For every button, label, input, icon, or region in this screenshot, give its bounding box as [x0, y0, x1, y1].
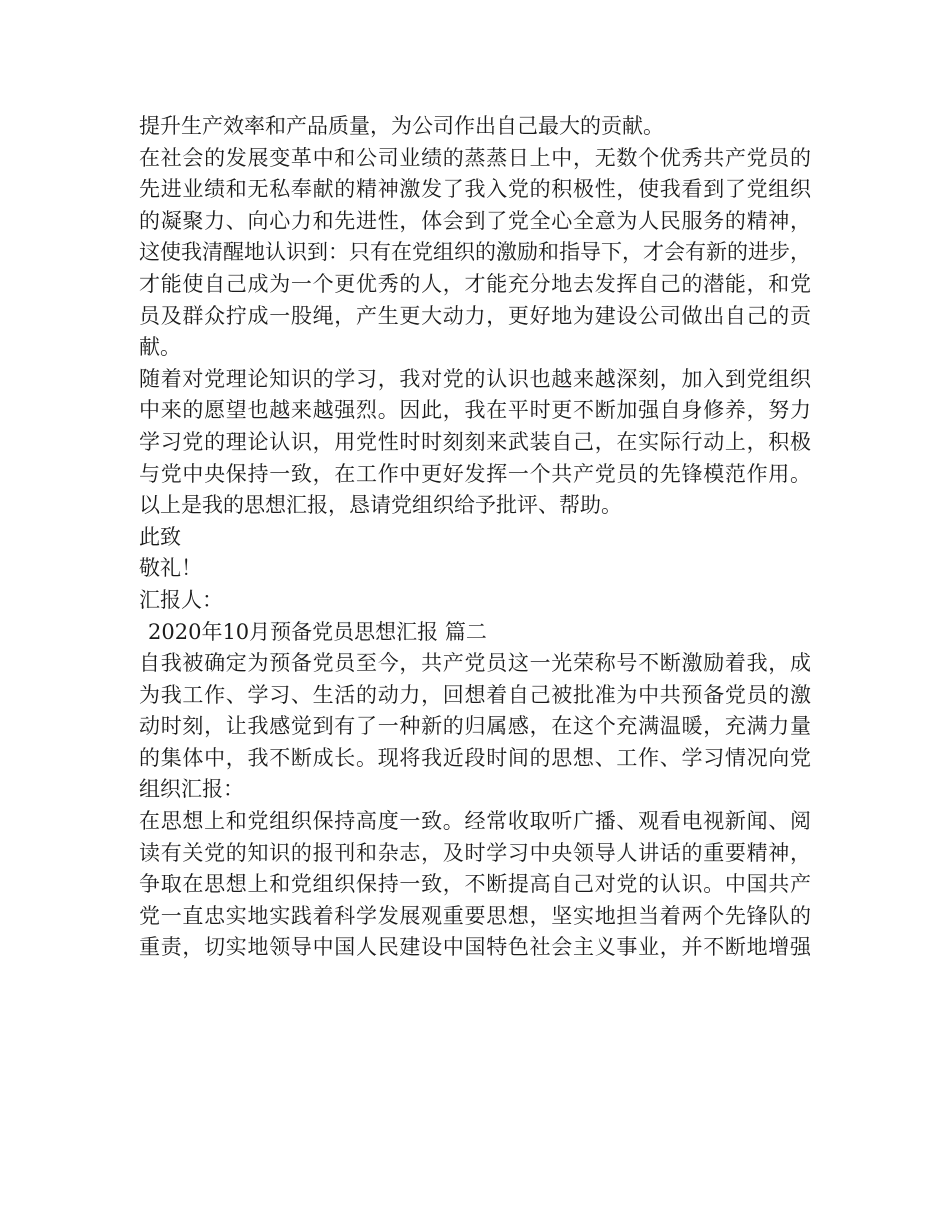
text-line: 与党中央保持一致，在工作中更好发挥一个共产党员的先锋模范作用。: [139, 461, 811, 486]
document-body: [139, 111, 819, 964]
text-line: 此致: [139, 524, 181, 549]
text-line: 提升生产效率和产品质量，为公司作出自己最大的贡献。: [139, 114, 664, 138]
text-line: 先进业绩和无私奉献的精神激发了我入党的积极性，使我看到了党组织: [139, 177, 811, 202]
section-heading: 2020年10月预备党员思想汇报 篇二: [148, 619, 487, 644]
text-line: 的集体中，我不断成长。现将我近段时间的思想、工作、学习情况向党: [139, 745, 811, 770]
text-line: 党一直忠实地实践着科学发展观重要思想，坚实地担当着两个先锋队的: [139, 903, 811, 928]
text-line: 争取在思想上和党组织保持一致，不断提高自己对党的认识。中国共产: [139, 872, 811, 897]
text-line: 在思想上和党组织保持高度一致。经常收取听广播、观看电视新闻、阅: [139, 809, 811, 834]
text-line: 的凝聚力、向心力和先进性，体会到了党全心全意为人民服务的精神，: [139, 208, 811, 233]
text-line: 这使我清醒地认识到：只有在党组织的激励和指导下，才会有新的进步，: [139, 240, 811, 265]
text-line: 员及群众拧成一股绳，产生更大动力，更好地为建设公司做出自己的贡: [139, 303, 811, 328]
text-line: 读有关党的知识的报刊和杂志，及时学习中央领导人讲话的重要精神，: [139, 840, 811, 865]
text-line: 学习党的理论认识，用党性时时刻刻来武装自己，在实际行动上，积极: [139, 429, 811, 454]
text-line: 组织汇报：: [139, 777, 244, 802]
text-line: 随着对党理论知识的学习，我对党的认识也越来越深刻，加入到党组织: [139, 366, 811, 391]
text-line: 汇报人：: [139, 587, 223, 612]
text-line: 重责，切实地领导中国人民建设中国特色社会主义事业，并不断地增强: [139, 935, 811, 960]
text-line: 敬礼！: [139, 556, 202, 581]
text-line: 才能使自己成为一个更优秀的人，才能充分地去发挥自己的潜能，和党: [139, 271, 811, 296]
text-line: 以上是我的思想汇报，恳请党组织给予批评、帮助。: [139, 493, 622, 518]
text-line: 在社会的发展变革中和公司业绩的蒸蒸日上中，无数个优秀共产党员的: [139, 145, 811, 170]
text-line: 献。: [139, 335, 181, 360]
text-line: 中来的愿望也越来越强烈。因此，我在平时更不断加强自身修养，努力: [139, 398, 811, 423]
text-line: 动时刻，让我感觉到有了一种新的归属感，在这个充满温暖，充满力量: [139, 714, 811, 739]
text-line: 自我被确定为预备党员至今，共产党员这一光荣称号不断激励着我，成: [139, 651, 811, 676]
text-line: 为我工作、学习、生活的动力，回想着自己被批准为中共预备党员的激: [139, 682, 811, 707]
